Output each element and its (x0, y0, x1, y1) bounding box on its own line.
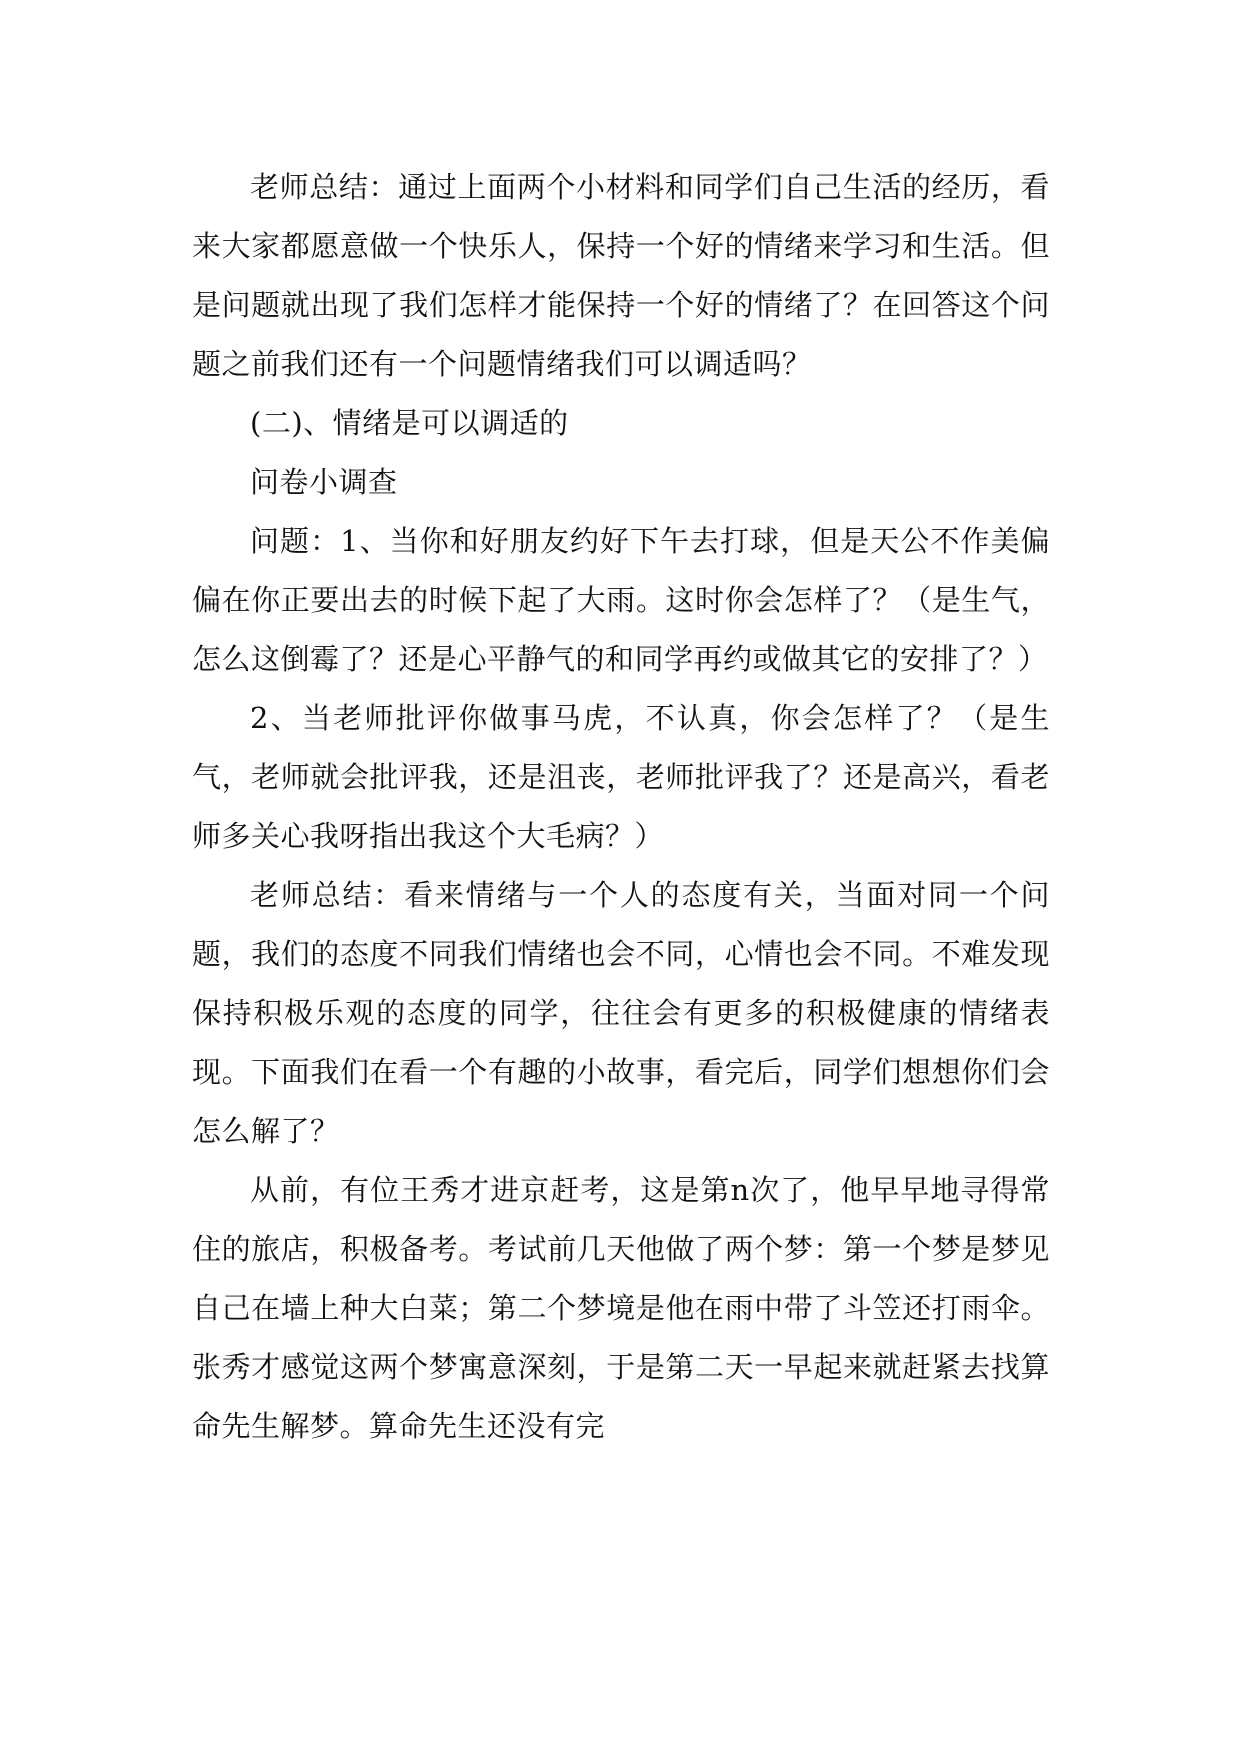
paragraph-teacher-summary-1: 老师总结：通过上面两个小材料和同学们自己生活的经历，看来大家都愿意做一个快乐人，保持一个好的情绪来学习和生活。但是问题就出现了我们怎样才能保持一个好的情绪了？在回答这个问题之前我们还有一个问题情绪我们可以调适吗？ (192, 170, 1050, 381)
document-page (192, 158, 1050, 1456)
survey-question-1: 问题：1、当你和好朋友约好下午去打球，但是天公不作美偏偏在你正要出去的时候下起了大雨。这时你会怎样了？（是生气，怎么这倒霉了？还是心平静气的和同学再约或做其它的安排了？） (192, 524, 1050, 676)
section-heading-emotions-adjustable: (二)、情绪是可以调适的 (250, 406, 569, 440)
survey-question-2: 2、当老师批评你做事马虎，不认真，你会怎样了？（是生气，老师就会批评我，还是沮丧，老师批评我了？还是高兴，看老师多关心我呀指出我这个大毛病？） (192, 701, 1050, 853)
paragraph-story: 从前，有位王秀才进京赶考，这是第n次了，他早早地寻得常住的旅店，积极备考。考试前几天他做了两个梦：第一个梦是梦见自己在墙上种大白菜；第二个梦境是他在雨中带了斗笠还打雨伞。张秀才感觉这两个梦寓意深刻，于是第二天一早起来就赶紧去找算命先生解梦。算命先生还没有完 (192, 1173, 1050, 1443)
survey-title: 问卷小调查 (250, 465, 398, 499)
paragraph-teacher-summary-2: 老师总结：看来情绪与一个人的态度有关，当面对同一个问题，我们的态度不同我们情绪也会不同，心情也会不同。不难发现保持积极乐观的态度的同学，往往会有更多的积极健康的情绪表现。下面我们在看一个有趣的小故事，看完后，同学们想想你们会怎么解了？ (192, 878, 1050, 1148)
